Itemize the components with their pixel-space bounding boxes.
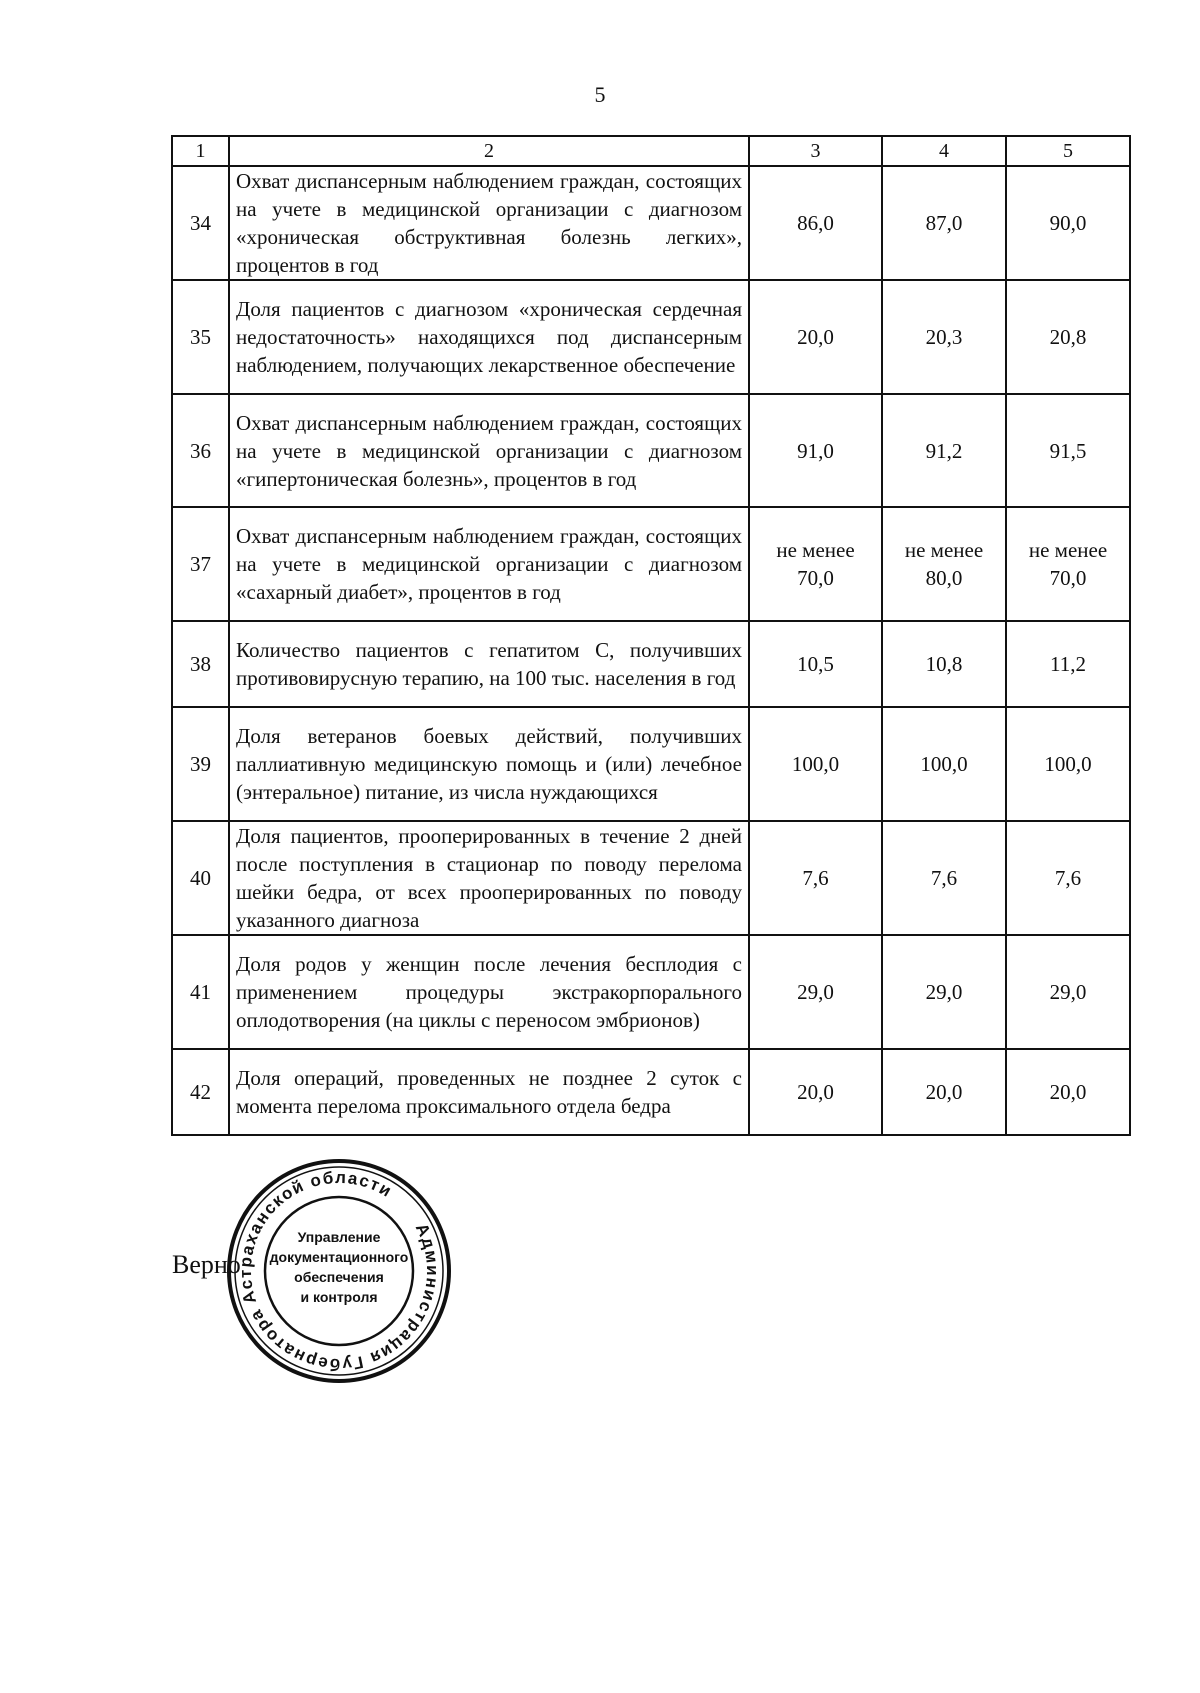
row-value-col3: 20,0: [749, 1049, 882, 1135]
row-value-col5: 20,0: [1006, 1049, 1130, 1135]
row-value-col3: 29,0: [749, 935, 882, 1049]
stamp-center-line: и контроля: [300, 1289, 378, 1305]
row-indicator-text: Доля пациентов с диагнозом «хроническая сердечная недостаточность» находящихся под диспансерным наблюдением, получающих лекарственное обеспечение: [229, 280, 749, 394]
row-value-col5: 100,0: [1006, 707, 1130, 821]
header-cell: 2: [229, 136, 749, 166]
row-indicator-text: Доля пациентов, прооперированных в течение 2 дней после поступления в стационар по поводу перелома шейки бедра, от всех прооперированных по поводу указанного диагноза: [229, 821, 749, 935]
row-value-col3: 7,6: [749, 821, 882, 935]
stamp-center-line: документационного: [269, 1249, 409, 1265]
table-row: [172, 821, 1130, 935]
verno-label: Верно: [172, 1250, 241, 1279]
row-value-col4: 91,2: [882, 394, 1006, 507]
row-value-col3: 100,0: [749, 707, 882, 821]
row-value-col4: 20,3: [882, 280, 1006, 394]
stamp-center-line: Управление: [297, 1229, 381, 1245]
row-number: 37: [172, 507, 229, 621]
table-row: [172, 707, 1130, 821]
row-value-col3: 91,0: [749, 394, 882, 507]
row-value-col3: 20,0: [749, 280, 882, 394]
row-value-col3: 10,5: [749, 621, 882, 707]
row-number: 34: [172, 166, 229, 280]
row-value-col4: 10,8: [882, 621, 1006, 707]
row-number: 39: [172, 707, 229, 821]
stamp-ring-text: Администрация Губернатора Астраханской области: [235, 1167, 443, 1375]
row-number: 36: [172, 394, 229, 507]
row-value-col4: 87,0: [882, 166, 1006, 280]
row-value-col5: 91,5: [1006, 394, 1130, 507]
row-number: 35: [172, 280, 229, 394]
row-value-col3: 86,0: [749, 166, 882, 280]
row-value-col5: 29,0: [1006, 935, 1130, 1049]
table-row: [172, 507, 1130, 621]
row-value-col5: 11,2: [1006, 621, 1130, 707]
table-row: [172, 935, 1130, 1049]
row-number: 40: [172, 821, 229, 935]
row-value-col4: 100,0: [882, 707, 1006, 821]
header-cell: 5: [1006, 136, 1130, 166]
row-value-col5: 20,8: [1006, 280, 1130, 394]
official-stamp: [224, 1156, 454, 1386]
table-row: [172, 166, 1130, 280]
row-number: 41: [172, 935, 229, 1049]
row-number: 42: [172, 1049, 229, 1135]
row-indicator-text: Охват диспансерным наблюдением граждан, состоящих на учете в медицинской организации с диагнозом «гипертоническая болезнь», процентов в год: [229, 394, 749, 507]
row-value-col5: не менее 70,0: [1006, 507, 1130, 621]
row-indicator-text: Охват диспансерным наблюдением граждан, состоящих на учете в медицинской организации с диагнозом «сахарный диабет», процентов в год: [229, 507, 749, 621]
row-indicator-text: Охват диспансерным наблюдением граждан, состоящих на учете в медицинской организации с диагнозом «хроническая обструктивная болезнь легких», процентов в год: [229, 166, 749, 280]
row-value-col4: 7,6: [882, 821, 1006, 935]
row-indicator-text: Доля родов у женщин после лечения бесплодия с применением процедуры экстракорпорального оплодотворения (на циклы с переносом эмбрионов): [229, 935, 749, 1049]
header-cell: 3: [749, 136, 882, 166]
row-value-col4: не менее 80,0: [882, 507, 1006, 621]
row-number: 38: [172, 621, 229, 707]
row-value-col5: 90,0: [1006, 166, 1130, 280]
stamp-seal-icon: [224, 1156, 454, 1386]
row-indicator-text: Доля ветеранов боевых действий, получивших паллиативную медицинскую помощь и (или) лечебное (энтеральное) питание, из числа нуждающихся: [229, 707, 749, 821]
table-row: [172, 621, 1130, 707]
indicators-table: [171, 135, 1131, 1136]
row-value-col5: 7,6: [1006, 821, 1130, 935]
row-indicator-text: Доля операций, проведенных не позднее 2 суток с момента перелома проксимального отдела бедра: [229, 1049, 749, 1135]
table-header-row: [172, 136, 1130, 166]
page-number: 5: [594, 82, 606, 107]
row-indicator-text: Количество пациентов с гепатитом С, получивших противовирусную терапию, на 100 тыс. населения в год: [229, 621, 749, 707]
stamp-center-line: обеспечения: [294, 1269, 384, 1285]
table-row: [172, 280, 1130, 394]
header-cell: 4: [882, 136, 1006, 166]
row-value-col4: 20,0: [882, 1049, 1006, 1135]
table-row: [172, 1049, 1130, 1135]
table-row: [172, 394, 1130, 507]
header-cell: 1: [172, 136, 229, 166]
row-value-col3: не менее 70,0: [749, 507, 882, 621]
row-value-col4: 29,0: [882, 935, 1006, 1049]
